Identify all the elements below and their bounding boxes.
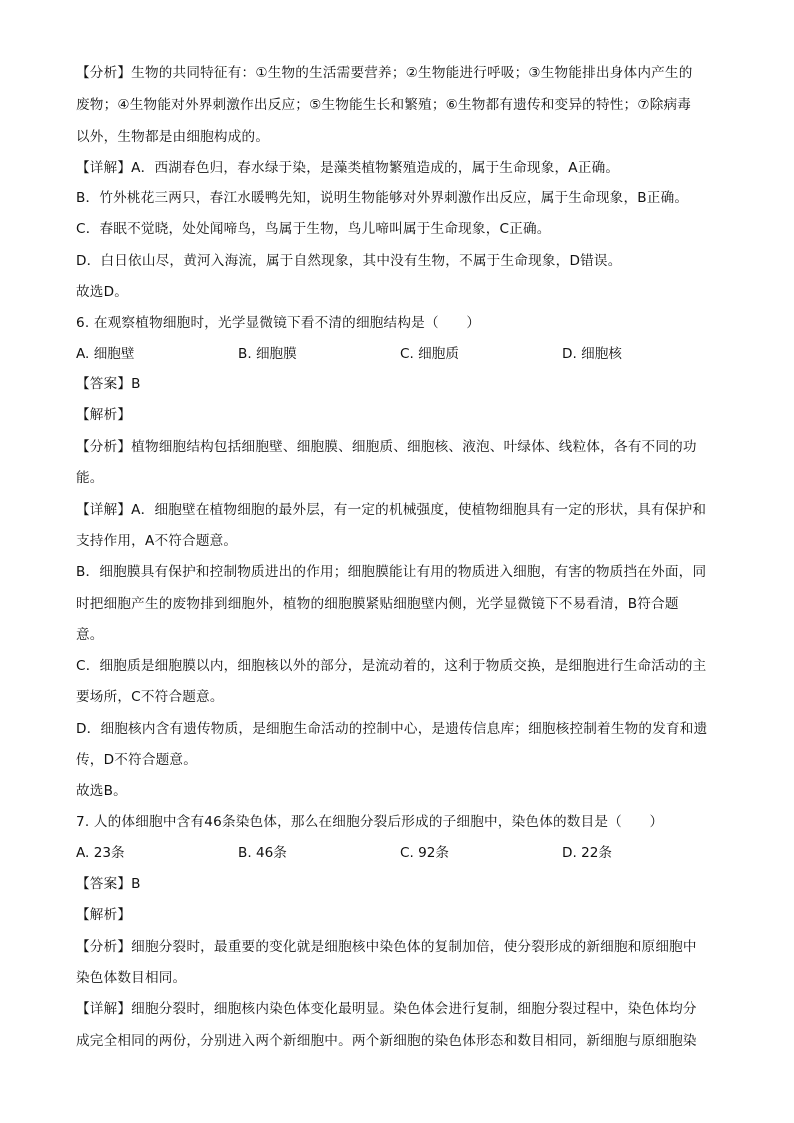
q6-detail-line-5: 意。 [76, 627, 104, 643]
q6-answer: 【答案】B [76, 376, 141, 392]
q6-conclusion: 故选B。 [76, 783, 127, 799]
q5-analysis-line-1: 【分析】生物的共同特征有：①生物的生活需要营养；②生物能进行呼吸；③生物能排出身体内产生的 [76, 65, 693, 81]
q7-analysis-line-1: 【分析】细胞分裂时，最重要的变化就是细胞核中染色体的复制加倍，使分裂形成的新细胞和原细胞中 [76, 939, 697, 955]
q6-option-b: B. 细胞膜 [238, 346, 297, 362]
q5-detail-line-2: B．竹外桃花三两只，春江水暖鸭先知，说明生物能够对外界刺激作出反应，属于生命现象，B正确。 [76, 190, 689, 206]
q6-analysis-line-1: 【分析】植物细胞结构包括细胞壁、细胞膜、细胞质、细胞核、液泡、叶绿体、线粒体，各有不同的功 [76, 439, 697, 455]
q7-jiexi-heading: 【解析】 [76, 907, 132, 923]
q7-option-a: A. 23条 [76, 845, 125, 861]
q7-option-c: C. 92条 [400, 845, 450, 861]
q5-analysis-line-2: 废物；④生物能对外界刺激作出反应；⑤生物能生长和繁殖；⑥生物都有遗传和变异的特性；⑦除病毒 [76, 97, 692, 113]
q6-option-c: C. 细胞质 [400, 346, 459, 362]
q6-analysis-line-2: 能。 [76, 470, 104, 486]
q7-option-d: D. 22条 [562, 845, 613, 861]
q7-stem: 7. 人的体细胞中含有46条染色体，那么在细胞分裂后形成的子细胞中，染色体的数目是（ ） [76, 814, 664, 830]
q7-analysis-line-2: 染色体数目相同。 [76, 970, 187, 986]
q7-option-b: B. 46条 [238, 845, 287, 861]
q6-jiexi-heading: 【解析】 [76, 407, 132, 423]
q6-detail-line-7: 要场所，C不符合题意。 [76, 689, 224, 705]
q7-detail-line-1: 【详解】细胞分裂时，细胞核内染色体变化最明显。染色体会进行复制，细胞分裂过程中，染色体均分 [76, 1001, 697, 1017]
q6-detail-line-9: 传，D不符合题意。 [76, 752, 198, 768]
q6-detail-line-6: C．细胞质是细胞膜以内，细胞核以外的部分，是流动着的，这利于物质交换，是细胞进行生命活动的主 [76, 658, 707, 674]
q7-answer: 【答案】B [76, 876, 141, 892]
q6-detail-line-3: B．细胞膜具有保护和控制物质进出的作用；细胞膜能让有用的物质进入细胞，有害的物质挡在外面，同 [76, 564, 707, 580]
q5-detail-line-1: 【详解】A．西湖春色归，春水绿于染，是藻类植物繁殖造成的，属于生命现象，A正确。 [76, 160, 620, 176]
q5-detail-line-3: C．春眠不觉晓，处处闻啼鸟，鸟属于生物，鸟儿啼叫属于生命现象，C正确。 [76, 221, 551, 237]
q6-detail-line-2: 支持作用，A不符合题意。 [76, 533, 238, 549]
q5-analysis-line-3: 以外，生物都是由细胞构成的。 [76, 129, 270, 145]
q7-detail-line-2: 成完全相同的两份，分别进入两个新细胞中。两个新细胞的染色体形态和数目相同，新细胞与原细胞染 [76, 1033, 697, 1049]
q6-stem: 6. 在观察植物细胞时，光学显微镜下看不清的细胞结构是（ ） [76, 315, 481, 331]
q6-detail-line-4: 时把细胞产生的废物排到细胞外，植物的细胞膜紧贴细胞壁内侧，光学显微镜下不易看清，B符合题 [76, 596, 679, 612]
q6-option-d: D. 细胞核 [562, 346, 622, 362]
q6-detail-line-8: D．细胞核内含有遗传物质，是细胞生命活动的控制中心，是遗传信息库；细胞核控制着生物的发育和遗 [76, 721, 708, 737]
q6-option-a: A. 细胞壁 [76, 346, 135, 362]
q5-detail-line-4: D．白日依山尽，黄河入海流，属于自然现象，其中没有生物，不属于生命现象，D错误。 [76, 253, 622, 269]
q6-detail-line-1: 【详解】A．细胞壁在植物细胞的最外层，有一定的机械强度，使植物细胞具有一定的形状，具有保护和 [76, 502, 707, 518]
q5-conclusion: 故选D。 [76, 284, 129, 300]
